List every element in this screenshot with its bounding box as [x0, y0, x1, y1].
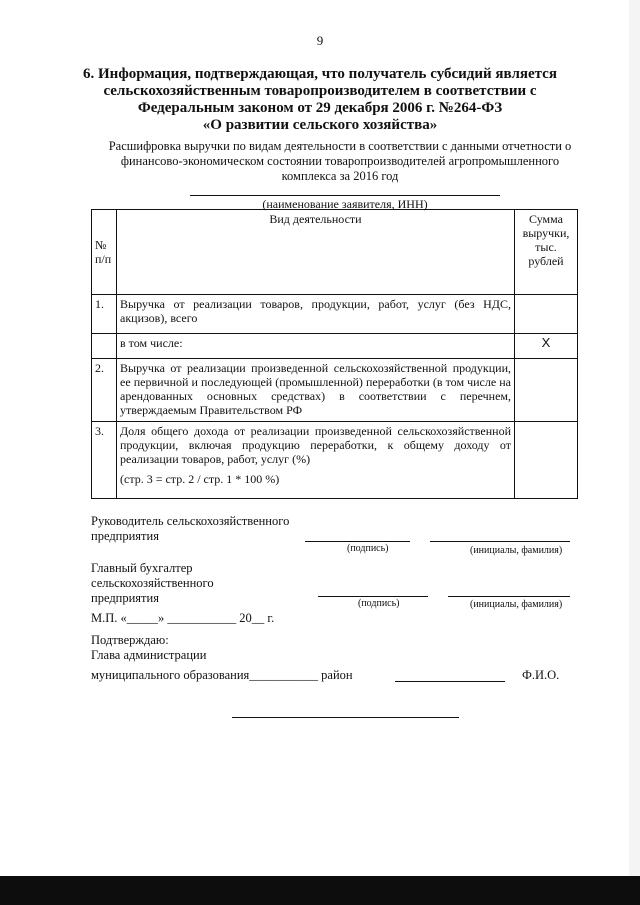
confirm-label: Подтверждаю:: [91, 633, 169, 647]
applicant-name-field[interactable]: [190, 195, 500, 196]
accountant-name-caption: (инициалы, фамилия): [470, 599, 563, 610]
heading-line: «О развитии сельского хозяйства»: [202, 117, 438, 133]
applicant-caption: (наименование заявителя, ИНН): [262, 197, 428, 211]
accountant-name-field[interactable]: [448, 596, 570, 597]
stamp-date-line[interactable]: М.П. «_____» ___________ 20__ г.: [91, 611, 275, 625]
fio-label: Ф.И.О.: [522, 668, 560, 682]
confirm-head-label: Глава администрации: [91, 648, 207, 662]
municipality-line[interactable]: муниципального образования___________ район: [91, 668, 353, 682]
subtitle-line: Расшифровка выручки по видам деятельности в соответствии с данными отчетности о: [108, 139, 572, 153]
row-num: 1.: [92, 295, 117, 334]
row-num: 2.: [92, 359, 117, 422]
heading-line: сельскохозяйственным товаропроизводителем в соответствии с: [103, 83, 537, 99]
head-label: Руководитель сельскохозяйственного предприятия: [91, 514, 290, 543]
head-signature-field[interactable]: [305, 541, 410, 542]
header-num: № п/п: [92, 210, 117, 295]
scan-bottom-edge: [0, 876, 640, 905]
head-signature-caption: (подпись): [347, 543, 389, 554]
scan-edge: [629, 0, 640, 905]
table-row: [92, 295, 578, 334]
heading-line: 6. Информация, подтверждающая, что получатель субсидий является: [83, 66, 557, 82]
accountant-signature-field[interactable]: [318, 596, 428, 597]
row-sum-cell[interactable]: [515, 359, 578, 422]
row-activity: Выручка от реализации товаров, продукции, работ, услуг (без НДС, акцизов), всего: [117, 295, 515, 334]
accountant-signature-caption: (подпись): [358, 598, 400, 609]
row-sum-cell: X: [515, 334, 578, 359]
subtitle: [100, 139, 580, 184]
page-number: 9: [316, 33, 324, 48]
row-num: [92, 334, 117, 359]
accountant-label: Главный бухгалтер сельскохозяйственного предприятия: [91, 561, 214, 605]
row-formula: (стр. 3 = стр. 2 / стр. 1 * 100 %): [120, 472, 280, 486]
row-activity: [117, 422, 515, 499]
table-header-row: [92, 210, 578, 295]
heading-line: Федеральным законом от 29 декабря 2006 г. №264-ФЗ: [137, 100, 503, 116]
row-num: 3.: [92, 422, 117, 499]
row-sum-cell[interactable]: [515, 422, 578, 499]
subtitle-line: финансово-экономическом состоянии товаропроизводителей агропромышленного: [120, 154, 560, 168]
table-row: [92, 334, 578, 359]
revenue-table: [91, 209, 578, 499]
head-name-field[interactable]: [430, 541, 570, 542]
row-activity: Выручка от реализации произведенной сельскохозяйственной продукции, ее первичной и последующей (промышленной) переработки (в том числе на арендованных основных средствах) в соответствии с перечнем, утверждаемым Правительством РФ: [117, 359, 515, 422]
row-sum-cell[interactable]: [515, 295, 578, 334]
section-heading: [80, 66, 560, 134]
confirm-signature-field[interactable]: [395, 681, 505, 682]
table-row: [92, 422, 578, 499]
row-activity-text: Доля общего дохода от реализации произведенной сельскохозяйственной продукции, включая продукцию переработки, к общему доходу от реализации товаров, работ, услуг (%): [120, 424, 511, 466]
subtitle-line: комплекса за 2016 год: [281, 169, 399, 183]
bottom-line: [232, 717, 459, 718]
row-activity: в том числе:: [117, 334, 515, 359]
header-sum: Сумма выручки, тыс. рублей: [515, 210, 578, 295]
table-row: [92, 359, 578, 422]
head-name-caption: (инициалы, фамилия): [470, 545, 563, 556]
header-activity: Вид деятельности: [117, 210, 515, 295]
